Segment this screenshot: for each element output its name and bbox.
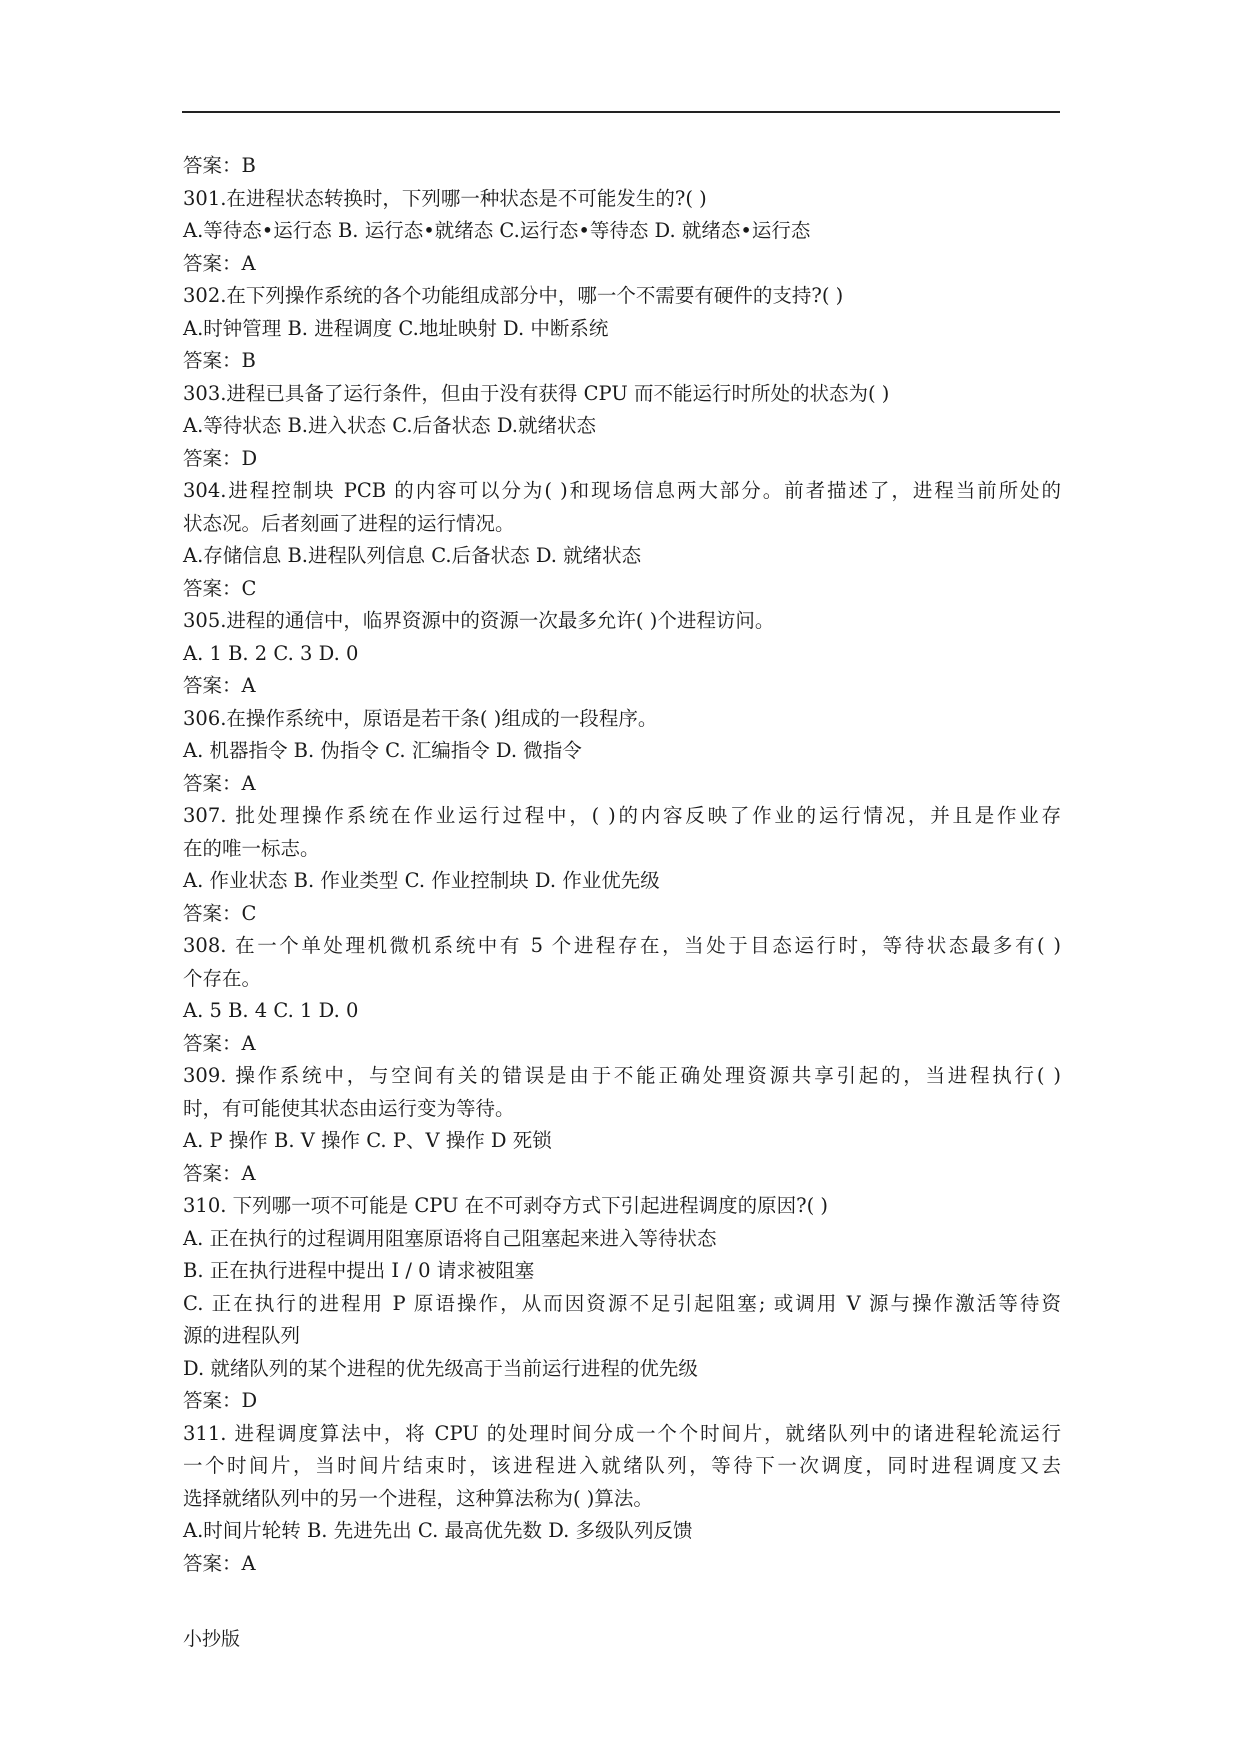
answer-line: 答案：C — [183, 901, 257, 925]
answer-line: 答案：A — [183, 771, 256, 795]
answer-line: 答案：A — [183, 1161, 256, 1185]
answer-line: 答案：B — [183, 154, 256, 177]
question-line: 309. 操作系统中，与空间有关的错误是由于不能正确处理资源共享引起的，当进程执行( ) — [183, 1064, 1061, 1087]
question-line: 306.在操作系统中，原语是若干条( )组成的一段程序。 — [183, 706, 658, 730]
question-line-continued: 状态况。后者刻画了进程的运行情况。 — [183, 511, 515, 535]
answer-line: 答案：A — [183, 1031, 256, 1055]
options-line: A. 1 B. 2 C. 3 D. 0 — [183, 641, 359, 665]
answer-line: 答案：B — [183, 349, 256, 372]
answer-line: 答案：A — [183, 1551, 256, 1575]
option-line: C. 正在执行的进程用 P 原语操作，从而因资源不足引起阻塞; 或调用 V 源与操作激活等待资 — [183, 1291, 1061, 1315]
question-line: 301.在进程状态转换时，下列哪一种状态是不可能发生的?( ) — [183, 186, 707, 210]
option-line-continued: 源的进程队列 — [183, 1324, 301, 1347]
page-footer: 小抄版 — [183, 1628, 241, 1650]
question-line: 302.在下列操作系统的各个功能组成部分中，哪一个不需要有硬件的支持?( ) — [183, 284, 844, 307]
options-line: A.等待状态 B.进入状态 C.后备状态 D.就绪状态 — [183, 414, 596, 437]
answer-line: 答案：A — [183, 674, 256, 697]
options-line: A. 5 B. 4 C. 1 D. 0 — [183, 999, 359, 1022]
option-line: D. 就绪队列的某个进程的优先级高于当前运行进程的优先级 — [183, 1356, 698, 1380]
options-line: A.时间片轮转 B. 先进先出 C. 最高优先数 D. 多级队列反馈 — [183, 1519, 693, 1542]
options-line: A. P 操作 B. V 操作 C. P、V 操作 D 死锁 — [183, 1129, 552, 1152]
options-line: A. 作业状态 B. 作业类型 C. 作业控制块 D. 作业优先级 — [183, 869, 660, 892]
question-line: 305.进程的通信中，临界资源中的资源一次最多允许( )个进程访问。 — [183, 609, 775, 632]
question-line: 307. 批处理操作系统在作业运行过程中，( )的内容反映了作业的运行情况，并且是作业存 — [183, 804, 1061, 827]
options-line: A. 机器指令 B. 伪指令 C. 汇编指令 D. 微指令 — [183, 739, 582, 762]
question-line-continued: 一个时间片，当时间片结束时，该进程进入就绪队列，等待下一次调度，同时进程调度又去 — [183, 1454, 1061, 1477]
answer-line: 答案：A — [183, 251, 256, 275]
options-line: A.等待态•运行态 B. 运行态•就绪态 C.运行态•等待态 D. 就绪态•运行态 — [183, 219, 811, 242]
question-line: 303.进程已具备了运行条件，但由于没有获得 CPU 而不能运行时所处的状态为( ) — [183, 381, 890, 405]
question-line: 310. 下列哪一项不可能是 CPU 在不可剥夺方式下引起进程调度的原因?( ) — [183, 1194, 829, 1217]
option-line: A. 正在执行的过程调用阻塞原语将自己阻塞起来进入等待状态 — [183, 1226, 717, 1250]
question-line-continued: 选择就绪队列中的另一个进程，这种算法称为( )算法。 — [183, 1486, 653, 1510]
option-line: B. 正在执行进程中提出 I / 0 请求被阻塞 — [183, 1259, 535, 1282]
options-line: A.时钟管理 B. 进程调度 C.地址映射 D. 中断系统 — [183, 316, 609, 340]
question-line-continued: 在的唯一标志。 — [183, 836, 320, 860]
options-line: A.存储信息 B.进程队列信息 C.后备状态 D. 就绪状态 — [183, 544, 642, 567]
header-rule — [182, 111, 1060, 113]
question-list — [183, 150, 1061, 1580]
question-line: 304.进程控制块 PCB 的内容可以分为( )和现场信息两大部分。前者描述了，进程当前所处的 — [183, 479, 1061, 502]
answer-line: 答案：D — [183, 446, 258, 470]
question-line: 311. 进程调度算法中，将 CPU 的处理时间分成一个个时间片，就绪队列中的诸进程轮流运行 — [183, 1421, 1061, 1445]
question-line-continued: 个存在。 — [183, 966, 262, 990]
question-line-continued: 时，有可能使其状态由运行变为等待。 — [183, 1096, 515, 1120]
answer-line: 答案：D — [183, 1389, 258, 1412]
answer-line: 答案：C — [183, 576, 257, 600]
question-line: 308. 在一个单处理机微机系统中有 5 个进程存在，当处于目态运行时，等待状态最多有( ) — [183, 934, 1061, 957]
